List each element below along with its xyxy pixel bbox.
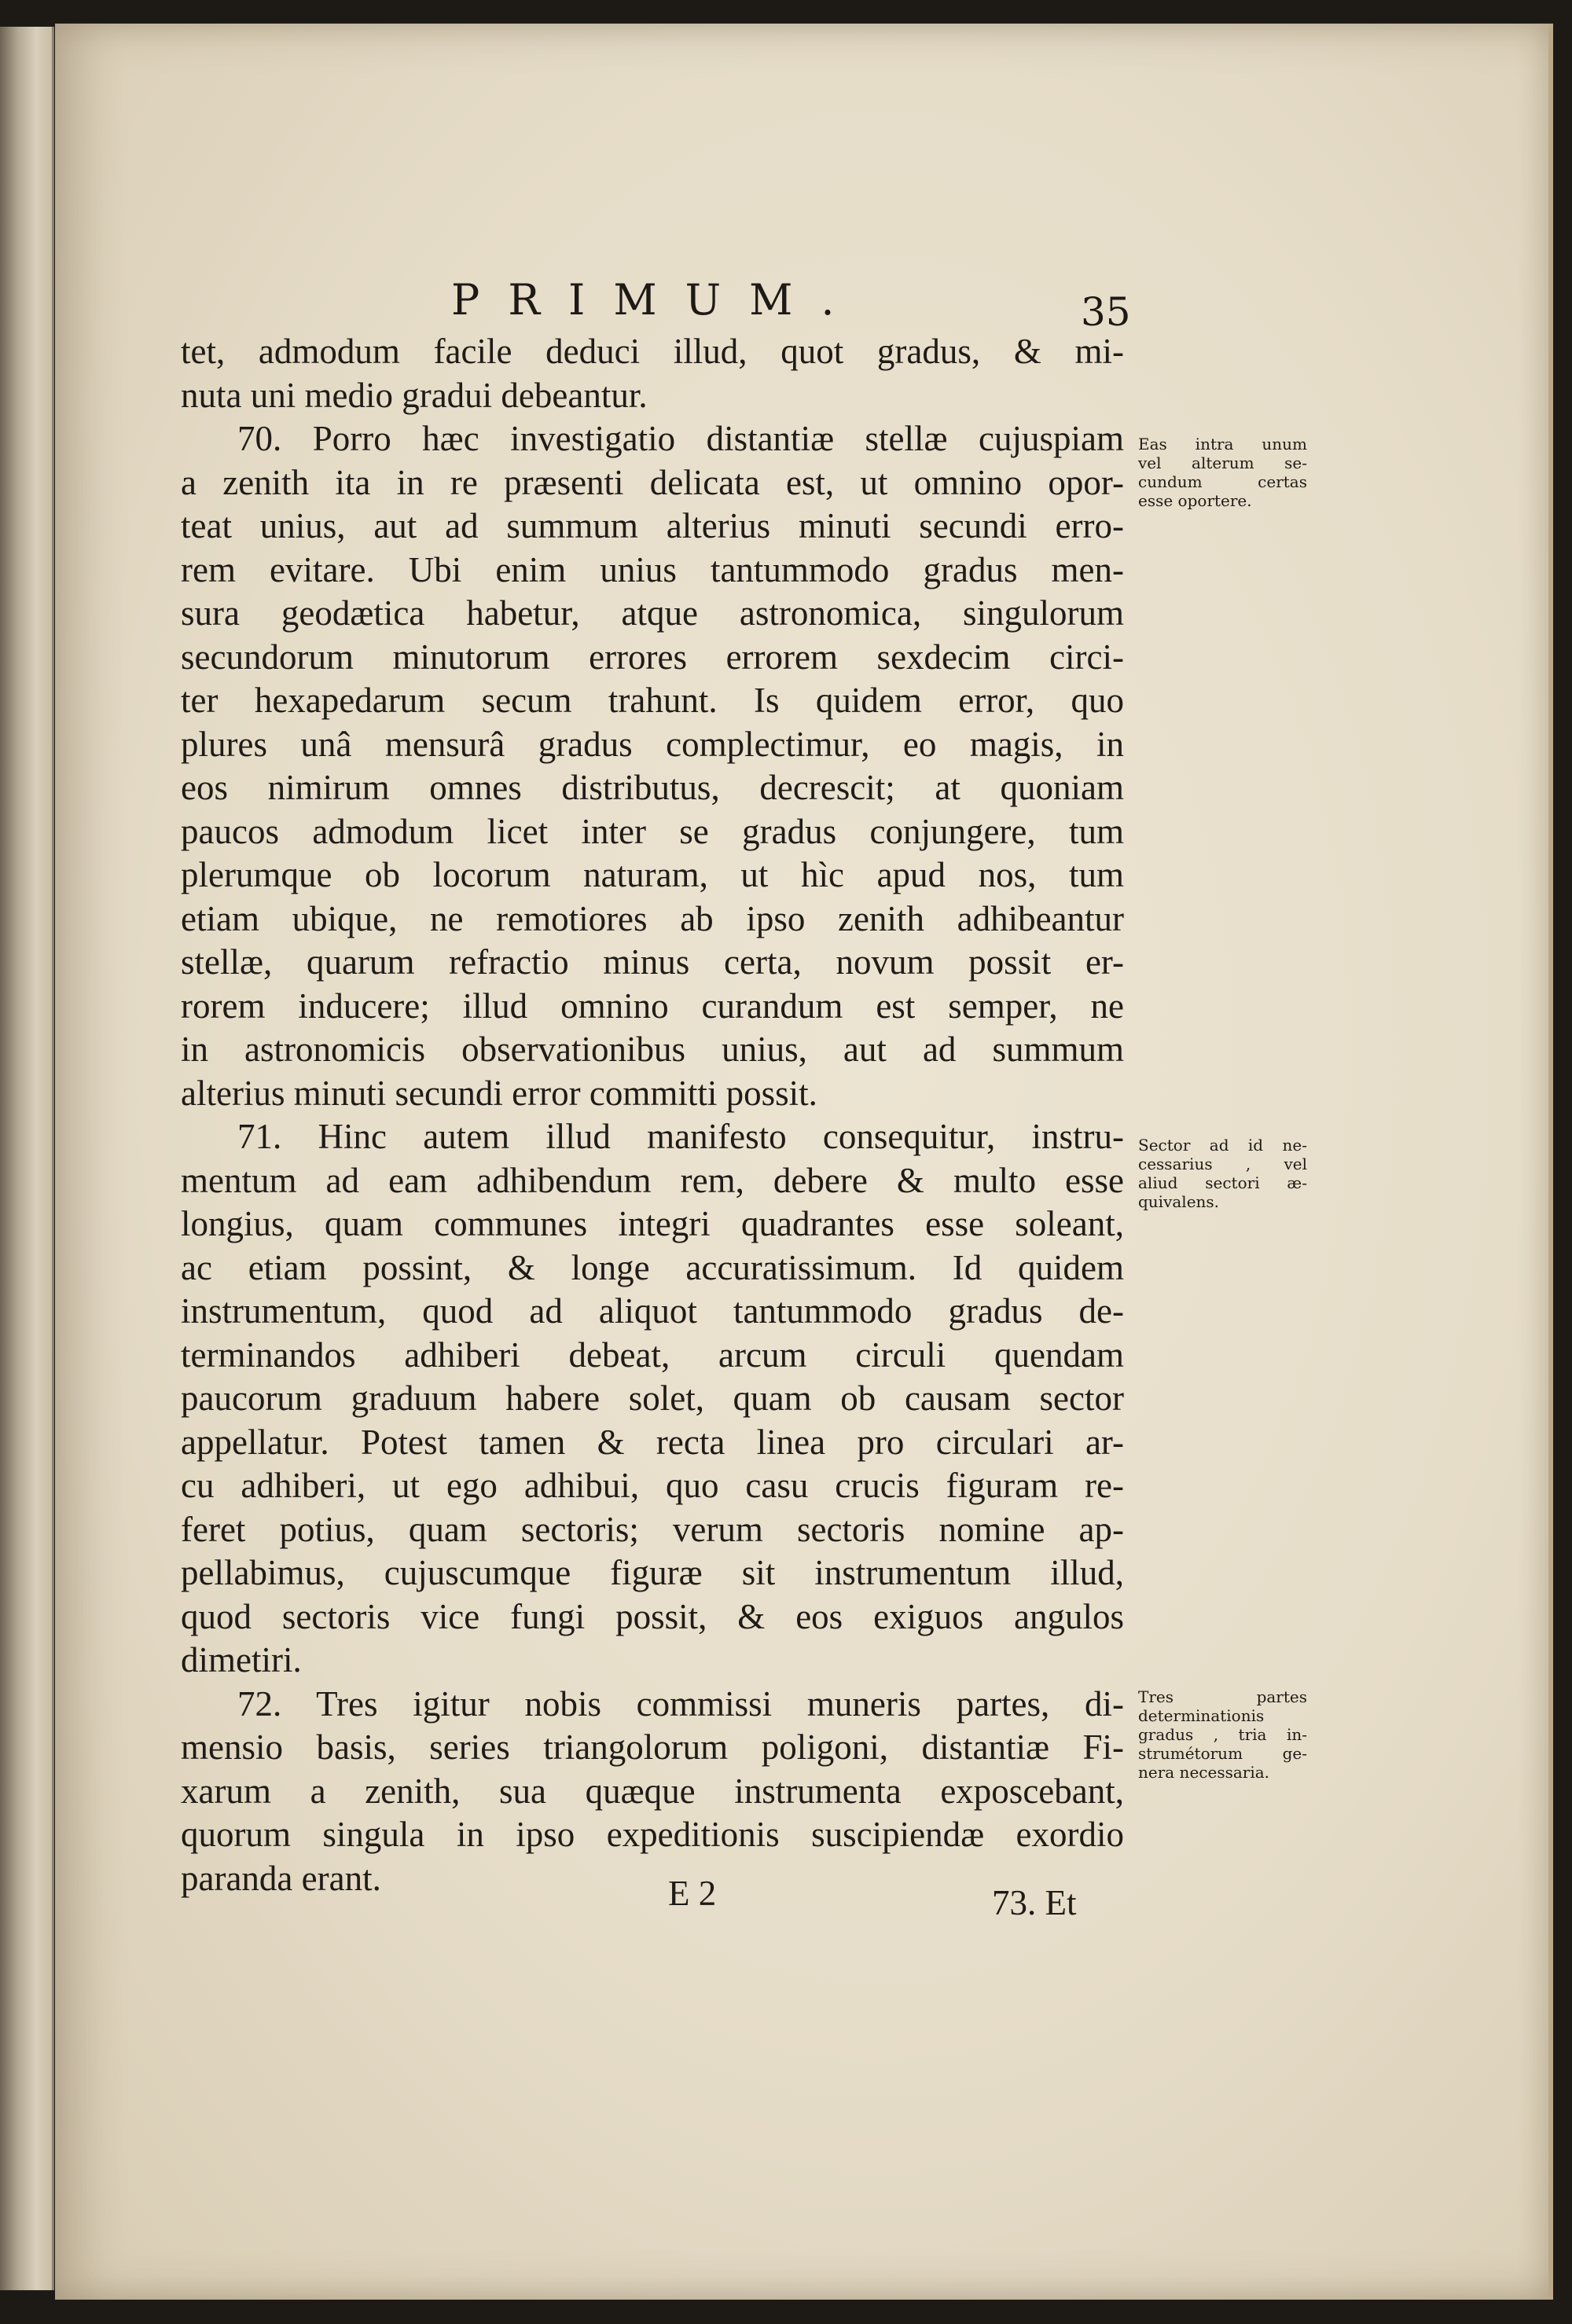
main-text [181, 330, 1124, 1900]
text-line: eos nimirum omnes distributus, decrescit; at quoniam [181, 768, 1124, 807]
text-line: rorem inducere; illud omnino curandum est semper, ne [181, 986, 1124, 1026]
margin-note-2 [1138, 1136, 1307, 1211]
text-line: plerumque ob locorum naturam, ut hìc apud nos, tum [181, 855, 1124, 894]
text-line: quorum singula in ipso expeditionis suscipiendæ exordio [181, 1815, 1124, 1854]
margin-note-1 [1138, 435, 1307, 510]
text-line: quod sectoris vice fungi possit, & eos exiguos angulos [181, 1596, 1124, 1636]
text-line: pellabimus, cujuscumque figuræ sit instrumentum illud, [181, 1553, 1124, 1592]
margin-note-line: Sector ad id ne- [1138, 1136, 1307, 1155]
text-line: instrumentum, quod ad aliquot tantummodo gradus de- [181, 1291, 1124, 1331]
margin-note-line: aliud sectori æ- [1138, 1173, 1307, 1192]
text-line: etiam ubique, ne remotiores ab ipso zenith adhibeantur [181, 898, 1124, 938]
text-line: 71. Hinc autem illud manifesto consequitur, instru- [237, 1117, 1124, 1156]
left-page-edge [0, 27, 54, 2290]
text-line: in astronomicis observationibus unius, aut ad summum [181, 1030, 1124, 1069]
text-line: tet, admodum facile deduci illud, quot gradus, & mi- [181, 332, 1124, 371]
margin-note-line: Eas intra unum [1138, 435, 1307, 453]
text-line: paucorum graduum habere solet, quam ob causam sector [181, 1379, 1124, 1418]
text-line: paucos admodum licet inter se gradus conjungere, tum [181, 811, 1124, 851]
text-line: dimetiri. [181, 1640, 302, 1680]
margin-note-line: cessarius , vel [1138, 1155, 1307, 1173]
text-line: appellatur. Potest tamen & recta linea pro circulari ar- [181, 1422, 1124, 1462]
margin-note-line: nera necessaria. [1138, 1763, 1270, 1782]
text-line: sura geodætica habetur, atque astronomica, singulorum [181, 593, 1124, 633]
margin-note-line: gradus , tria in- [1138, 1725, 1307, 1744]
text-line: xarum a zenith, sua quæque instrumenta exposcebant, [181, 1771, 1124, 1811]
text-line: longius, quam communes integri quadrantes esse soleant, [181, 1204, 1124, 1243]
margin-note-3 [1138, 1687, 1307, 1782]
text-line: ac etiam possint, & longe accuratissimum. Id quidem [181, 1247, 1124, 1287]
text-line: stellæ, quarum refractio minus certa, novum possit er- [181, 942, 1124, 982]
text-line: cu adhiberi, ut ego adhibui, quo casu crucis figuram re- [181, 1466, 1124, 1505]
margin-note-line: esse oportere. [1138, 491, 1252, 510]
margin-note-line: cundum certas [1138, 472, 1307, 491]
text-line: feret potius, quam sectoris; verum sectoris nomine ap- [181, 1509, 1124, 1549]
margin-note-line: Tres partes [1138, 1687, 1307, 1706]
margin-note-line: strumétorum ge- [1138, 1744, 1307, 1763]
text-line: mensio basis, series triangolorum poligoni, distantiæ Fi- [181, 1727, 1124, 1767]
running-head: PRIMUM. [451, 275, 863, 325]
text-line: plures unâ mensurâ gradus complectimur, eo magis, in [181, 724, 1124, 764]
text-line: terminandos adhiberi debeat, arcum circuli quendam [181, 1335, 1124, 1375]
text-line: teat unius, aut ad summum alterius minuti secundi erro- [181, 506, 1124, 545]
catchword: 73. Et [992, 1883, 1077, 1922]
text-line: alterius minuti secundi error committi possit. [181, 1073, 817, 1113]
margin-note-line: quivalens. [1138, 1192, 1220, 1211]
margin-note-line: vel alterum se- [1138, 453, 1307, 472]
page-number: 35 [1081, 289, 1131, 335]
text-line: nuta uni medio gradui debeantur. [181, 375, 648, 415]
text-line: rem evitare. Ubi enim unius tantummodo gradus men- [181, 549, 1124, 589]
text-line: secundorum minutorum errores errorem sexdecim circi- [181, 637, 1124, 677]
text-line: mentum ad eam adhibendum rem, debere & multo esse [181, 1160, 1124, 1200]
signature-mark: E 2 [668, 1874, 717, 1913]
text-line: a zenith ita in re præsenti delicata est, ut omnino opor- [181, 462, 1124, 502]
text-line: 70. Porro hæc investigatio distantiæ stellæ cujuspiam [237, 419, 1124, 458]
text-line: 72. Tres igitur nobis commissi muneris partes, di- [237, 1683, 1124, 1724]
text-line: paranda erant. [181, 1858, 381, 1898]
text-line: ter hexapedarum secum trahunt. Is quidem error, quo [181, 681, 1124, 720]
margin-note-line: determinationis [1138, 1706, 1265, 1725]
